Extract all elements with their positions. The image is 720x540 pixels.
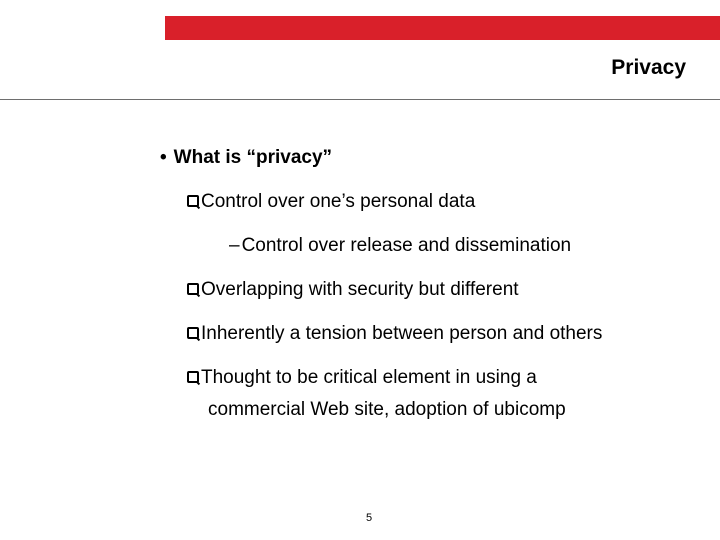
page-number: 5 — [366, 512, 373, 524]
dash-marker: – — [229, 235, 240, 256]
list-item-text: Overlapping with security but different — [201, 279, 519, 300]
list-sub-item — [229, 235, 571, 257]
header-accent-bar — [165, 16, 720, 40]
list-item-continuation: commercial Web site, adoption of ubicomp — [208, 399, 566, 420]
bullet-marker: • — [160, 147, 167, 168]
list-sub-item-text: Control over release and dissemination — [241, 235, 572, 256]
checkbox-bullet-icon — [187, 283, 199, 295]
checkbox-bullet-icon — [187, 195, 199, 207]
checkbox-bullet-icon — [187, 327, 199, 339]
checkbox-bullet-icon — [187, 371, 199, 383]
list-item-text: Thought to be critical element in using a — [201, 367, 537, 388]
main-bullet — [160, 147, 332, 169]
list-item-text: Control over one’s personal data — [201, 191, 476, 212]
list-item-text: Inherently a tension between person and others — [201, 323, 603, 344]
list-item — [187, 279, 519, 301]
list-item — [187, 191, 475, 213]
list-item — [187, 323, 602, 345]
list-item — [187, 367, 537, 389]
main-bullet-text: What is “privacy” — [173, 147, 333, 168]
slide-title: Privacy — [611, 56, 686, 79]
title-divider — [0, 99, 720, 100]
